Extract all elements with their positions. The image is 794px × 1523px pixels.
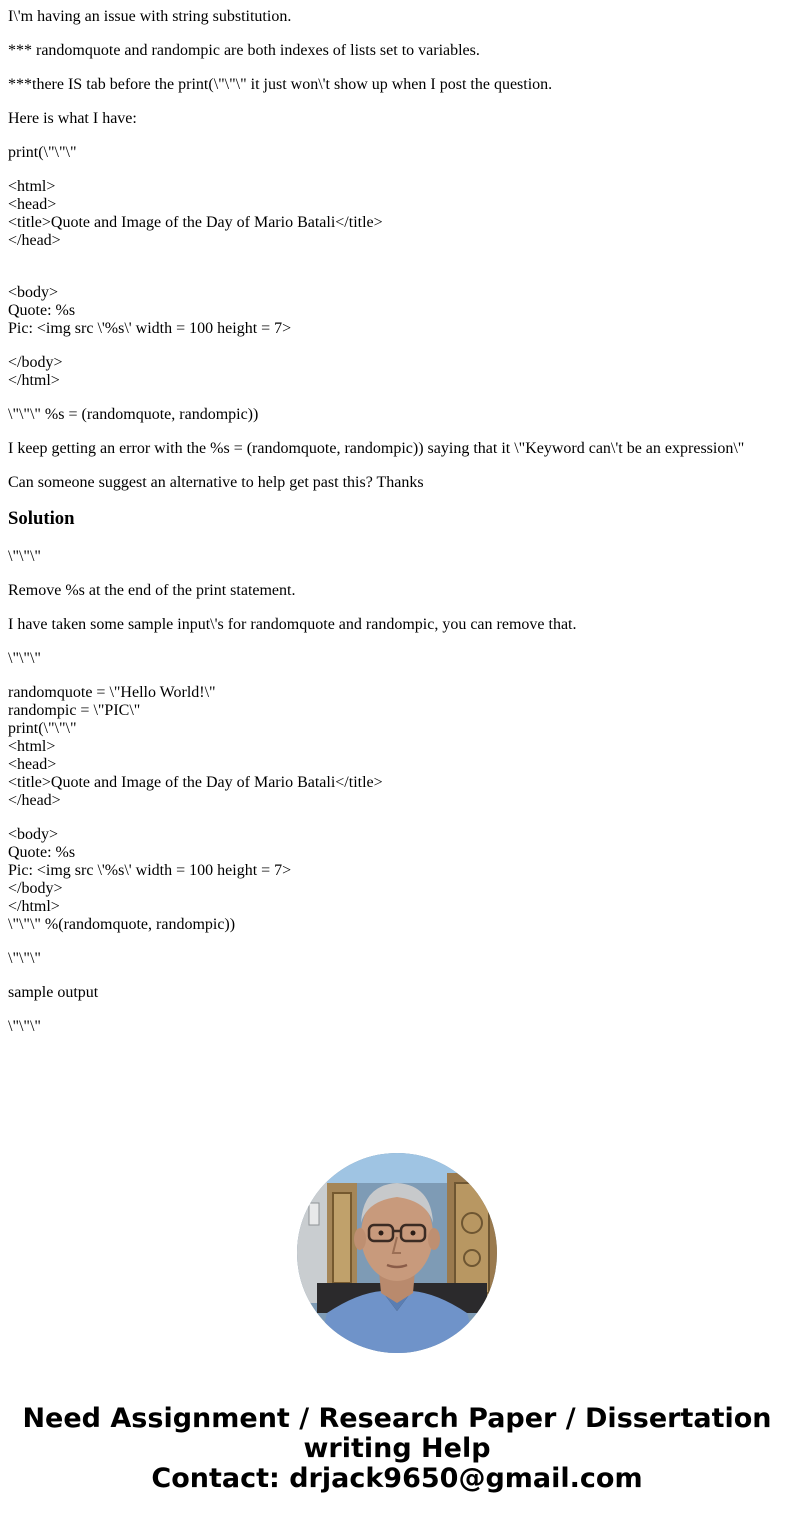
promo-line-1: Need Assignment / Research Paper / Dissertation: [22, 1403, 772, 1434]
solution-paragraph: \"\"\": [8, 650, 41, 667]
question-paragraph: I\'m having an issue with string substitution.: [8, 8, 292, 25]
author-portrait: [297, 1153, 497, 1353]
question-paragraph: Here is what I have:: [8, 110, 137, 127]
solution-code: randomquote = \"Hello World!\" randompic = \"PIC\" print(\"\"\" <html> <head> <title>Quote and Image of the Day of Mario Batali</title> </head>: [8, 684, 383, 809]
author-avatar: [297, 1153, 497, 1353]
promo-banner: [0, 1404, 794, 1494]
question-paragraph: ***there IS tab before the print(\"\"\" it just won\'t show up when I post the question.: [8, 76, 553, 93]
question-code: print(\"\"\": [8, 144, 77, 161]
question-code: <html> <head> <title>Quote and Image of the Day of Mario Batali</title> </head>: [8, 178, 383, 249]
question-paragraph: I keep getting an error with the %s = (randomquote, randompic)) saying that it \"Keyword can\'t be an expression\": [8, 440, 745, 457]
solution-paragraph: \"\"\": [8, 950, 41, 967]
promo-line-2: writing Help: [303, 1433, 491, 1464]
solution-paragraph: Remove %s at the end of the print statement.: [8, 582, 296, 599]
question-code: \"\"\" %s = (randomquote, randompic)): [8, 406, 259, 423]
question-code: </body> </html>: [8, 354, 63, 389]
solution-paragraph: I have taken some sample input\'s for randomquote and randompic, you can remove that.: [8, 616, 577, 633]
question-paragraph: *** randomquote and randompic are both indexes of lists set to variables.: [8, 42, 480, 59]
article-body: [8, 8, 786, 1052]
solution-code: <body> Quote: %s Pic: <img src \'%s\' width = 100 height = 7> </body> </html> \"\"\" %(randomquote, randompic)): [8, 826, 292, 933]
question-paragraph: Can someone suggest an alternative to help get past this? Thanks: [8, 474, 424, 491]
solution-paragraph: \"\"\": [8, 548, 41, 565]
solution-paragraph: \"\"\": [8, 1018, 41, 1035]
question-code: <body> Quote: %s Pic: <img src \'%s\' width = 100 height = 7>: [8, 284, 292, 337]
solution-heading: Solution: [8, 508, 75, 529]
solution-paragraph: sample output: [8, 984, 99, 1001]
promo-contact: Contact: drjack9650@gmail.com: [151, 1463, 643, 1494]
